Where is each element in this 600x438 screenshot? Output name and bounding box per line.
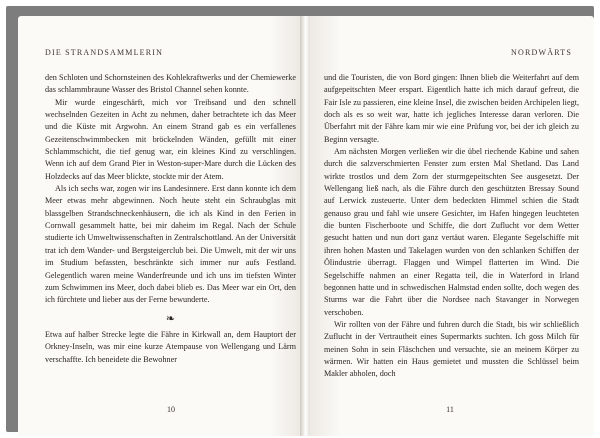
right-page [306, 16, 594, 436]
running-head-left: DIE STRANDSAMMLERIN [45, 48, 164, 57]
paragraph: den Schloten und Schornsteinen des Kohlekraftwerks und der Chemiewerke das schlammbraune Wasser des Bristol Channel sehen konnte. [45, 73, 296, 95]
right-page-text [324, 72, 579, 381]
paragraph: Etwa auf halber Strecke legte die Fähre in Kirkwall an, dem Hauptort der Orkney-Inseln, was mir eine kurze Atempause von Wellengang und Lärm verschaffte. Ich beneidete die Bewohner [45, 329, 296, 364]
book-gutter [300, 16, 310, 436]
book-spread [6, 6, 594, 432]
page-number-left: 10 [167, 405, 175, 414]
left-page [18, 16, 304, 436]
paragraph: Als ich sechs war, zogen wir ins Landesinnere. Erst dann konnte ich dem Meer etwas mehr abgewinnen. Noch heute steht ein Schraubglas mit blassgelben Strandschneckenhäusern, die ich als Kind in den Ferien in Cornwall gesammelt hatte, bei mir daheim im Regal. Nach der Schule studierte ich Umweltwissenschaften in Zentralschottland. An der Universität trat ich dem Wander- und Bergsteigerclub bei. Die Umwelt, mit der wir uns im Studium befassten, beschränkte sich immer nur aufs Festland. Gelegentlich waren meine Wanderfreunde und ich uns im tiefsten Winter zum Schwimmen ins Meer, doch dabei blieb es. Das Meer war ein Ort, den ich fürchtete und lieber aus der Ferne bewunderte. [45, 184, 296, 305]
page-number-right: 11 [446, 405, 454, 414]
paragraph: Am nächsten Morgen verließen wir die übel riechende Kabine und sahen durch die salzverschmierten Fenster zum ersten Mal Shetland. Das Land wirkte trostlos und dem Zorn der sturmgepeitschten See ausgesetzt. Der Wellengang ließ nach, als die Fähre durch den geschützten Bressay Sound auf Lerwick zusteuerte. Unter dem bedeckten Himmel schien die Stadt genauso grau und fahl wie unsere Gesichter, im Hafen hingegen leuchteten die bunten Fischerboote und Schiffe, die dort Zuflucht vor dem Wetter gesucht hatten und nun dort ganz vertäut waren. Elegante Segelschiffe mit ihren hohen Masten und Takelagen wurden von den schlanken Schiffen der Ölindustrie überragt. Flaggen und Wimpel flatterten im Wind. Die Segelschiffe nahmen an einer Regatta teil, die in Waterford in Irland begonnen hatte und in schwedischen Halmstad enden sollte, doch wegen des Sturms war die Fahrt über die Nordsee nach Stavanger in Norwegen verschoben. [324, 147, 579, 317]
paragraph: Wir rollten von der Fähre und fuhren durch die Stadt, bis wir schließlich Zuflucht in der Vertrautheit eines Supermarkts suchten. Ich goss Milch für meinen Sohn in sein Fläschchen und versuchte, sie an meinem Körper zu wärmen. Wir hatten ein Haus gemietet und mussten die Schlüssel beim Makler abholen, doch [324, 319, 579, 379]
section-ornament: ❧ [165, 312, 176, 325]
left-page-text [45, 72, 296, 366]
paragraph: und die Touristen, die von Bord gingen: Ihnen blieb die Weiterfahrt auf dem aufgepeitschten Meer erspart. Eigentlich hatte ich mich darauf gefreut, die Fair Isle zu passieren, eine kleine Insel, die zwischen beiden Archipelen liegt, doch als es so weit war, hatte ich jegliches Interesse daran verloren. Die Überfahrt mit der Fähre kam mir wie eine Prüfung vor, bei der ich gleich zu Beginn versagte. [324, 73, 579, 144]
running-head-right: NORDWÄRTS [511, 48, 572, 57]
paragraph: Mir wurde eingeschärft, mich vor Treibsand und den schnell wechselnden Gezeiten in Acht zu nehmen, daher betrachtete ich das Meer und die Küste mit Argwohn. An einem Strand gab es ein verfallenes Gezeitenschwimmbecken mit bröckelnden Wänden, gefüllt mit einer Schlammschicht, die tief genug war, ein kleines Kind zu verschlingen. Wenn ich auf dem Grand Pier in Weston-super-Mare durch die Lücken des Holzdecks auf das Meer blickte, stockte mir der Atem. [45, 97, 296, 181]
